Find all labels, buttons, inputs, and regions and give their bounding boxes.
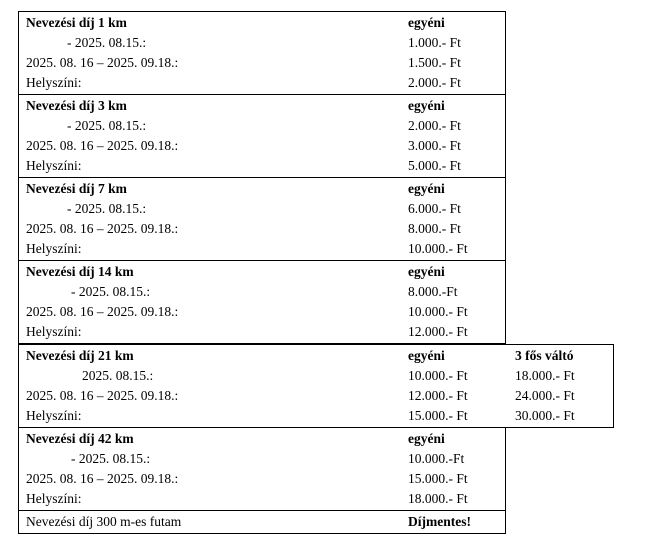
onsite-price-relay: 30.000.- Ft <box>515 408 575 423</box>
column-header-individual: egyéni <box>408 98 445 113</box>
early-price: 6.000.- Ft <box>408 201 461 216</box>
mid-price: 15.000.- Ft <box>408 471 468 486</box>
early-price: 8.000.-Ft <box>408 284 458 299</box>
column-header-individual: egyéni <box>408 181 445 196</box>
early-price: 2.000.- Ft <box>408 118 461 133</box>
mid-date-label: 2025. 08. 16 – 2025. 09.18.: <box>26 138 179 153</box>
onsite-price: 18.000.- Ft <box>408 491 468 506</box>
onsite-label: Helyszíni: <box>26 324 82 339</box>
column-header-individual: egyéni <box>408 15 445 30</box>
mid-price: 3.000.- Ft <box>408 138 461 153</box>
early-date-label: - 2025. 08.15.: <box>67 201 147 216</box>
onsite-price: 5.000.- Ft <box>408 158 461 173</box>
column-header-individual: egyéni <box>408 431 445 446</box>
column-header-individual: egyéni <box>408 264 445 279</box>
footer-label: Nevezési díj 300 m-es futam <box>26 514 182 529</box>
column-header-individual: egyéni <box>408 348 445 363</box>
mid-price: 8.000.- Ft <box>408 221 461 236</box>
onsite-price: 15.000.- Ft <box>408 408 468 423</box>
onsite-label: Helyszíni: <box>26 408 82 423</box>
fee-section-300m <box>18 510 506 534</box>
section-title: Nevezési díj 1 km <box>26 15 127 30</box>
early-date-label: - 2025. 08.15.: <box>67 35 147 50</box>
mid-price-relay: 24.000.- Ft <box>515 388 575 403</box>
free-entry-value: Díjmentes! <box>408 514 471 529</box>
early-price: 10.000.- Ft <box>408 368 468 383</box>
mid-date-label: 2025. 08. 16 – 2025. 09.18.: <box>26 304 179 319</box>
early-date-label: - 2025. 08.15.: <box>67 118 147 133</box>
section-title: Nevezési díj 7 km <box>26 181 127 196</box>
onsite-label: Helyszíni: <box>26 241 82 256</box>
fee-section-21km <box>18 344 614 428</box>
mid-date-label: 2025. 08. 16 – 2025. 09.18.: <box>26 471 179 486</box>
early-date-label: - 2025. 08.15.: <box>71 284 151 299</box>
mid-date-label: 2025. 08. 16 – 2025. 09.18.: <box>26 221 179 236</box>
mid-date-label: 2025. 08. 16 – 2025. 09.18.: <box>26 55 179 70</box>
onsite-price: 10.000.- Ft <box>408 241 468 256</box>
section-title: Nevezési díj 14 km <box>26 264 134 279</box>
section-title: Nevezési díj 42 km <box>26 431 134 446</box>
onsite-price: 12.000.- Ft <box>408 324 468 339</box>
mid-date-label: 2025. 08. 16 – 2025. 09.18.: <box>26 388 179 403</box>
mid-price: 1.500.- Ft <box>408 55 461 70</box>
onsite-label: Helyszíni: <box>26 158 82 173</box>
fee-section-3km <box>18 94 506 178</box>
mid-price: 10.000.- Ft <box>408 304 468 319</box>
onsite-label: Helyszíni: <box>26 75 82 90</box>
section-title: Nevezési díj 3 km <box>26 98 127 113</box>
section-title: Nevezési díj 21 km <box>26 348 134 363</box>
fee-section-1km <box>18 11 506 95</box>
onsite-label: Helyszíni: <box>26 491 82 506</box>
early-price: 10.000.-Ft <box>408 451 465 466</box>
early-date-label: 2025. 08.15.: <box>82 368 154 383</box>
onsite-price: 2.000.- Ft <box>408 75 461 90</box>
early-price: 1.000.- Ft <box>408 35 461 50</box>
fee-section-7km <box>18 177 506 261</box>
column-header-relay: 3 fős váltó <box>515 348 574 363</box>
early-price-relay: 18.000.- Ft <box>515 368 575 383</box>
fee-section-42km <box>18 427 506 511</box>
fee-section-14km <box>18 260 506 344</box>
mid-price: 12.000.- Ft <box>408 388 468 403</box>
early-date-label: - 2025. 08.15.: <box>71 451 151 466</box>
